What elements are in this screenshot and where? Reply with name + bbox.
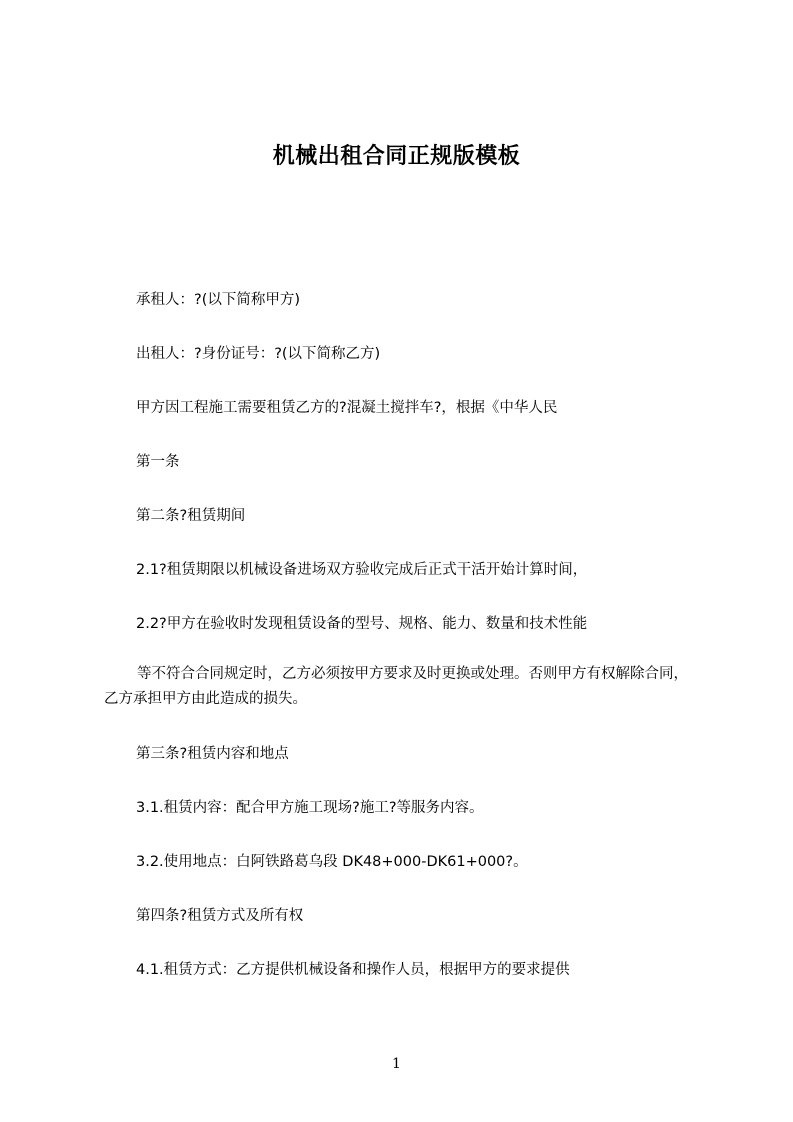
article-1-heading: 第一条 (136, 454, 180, 470)
article-4-heading: 第四条?租赁方式及所有权 (136, 908, 304, 924)
article-2-heading: 第二条?租赁期间 (136, 508, 246, 524)
clause-4-1: 4.1.租赁方式：乙方提供机械设备和操作人员，根据甲方的要求提供 (136, 962, 570, 978)
clause-2-1: 2.1?租赁期限以机械设备进场双方验收完成后正式干活开始计算时间， (136, 562, 588, 578)
page-number: 1 (392, 1056, 401, 1072)
clause-2-2-continued: 等不符合合同规定时，乙方必须按甲方要求及时更换或处理。否则甲方有权解除合同，乙方承担甲方由此造成的损失。 (104, 666, 688, 707)
paragraph-lessee: 承租人：?(以下简称甲方) (136, 292, 301, 308)
clause-3-1: 3.1.租赁内容：配合甲方施工现场?施工?等服务内容。 (136, 800, 484, 816)
paragraph-purpose: 甲方因工程施工需要租赁乙方的?混凝土搅拌车?，根据《中华人民 (136, 400, 558, 416)
article-3-heading: 第三条?租赁内容和地点 (136, 746, 289, 762)
clause-3-2: 3.2.使用地点：白阿铁路葛乌段 DK48+000-DK61+000?。 (136, 854, 528, 870)
paragraph-lessor: 出租人：?身份证号：?(以下简称乙方) (136, 346, 381, 362)
document-title: 机械出租合同正规版模板 (272, 144, 521, 169)
clause-2-2: 2.2?甲方在验收时发现租赁设备的型号、规格、能力、数量和技术性能 (136, 616, 588, 632)
